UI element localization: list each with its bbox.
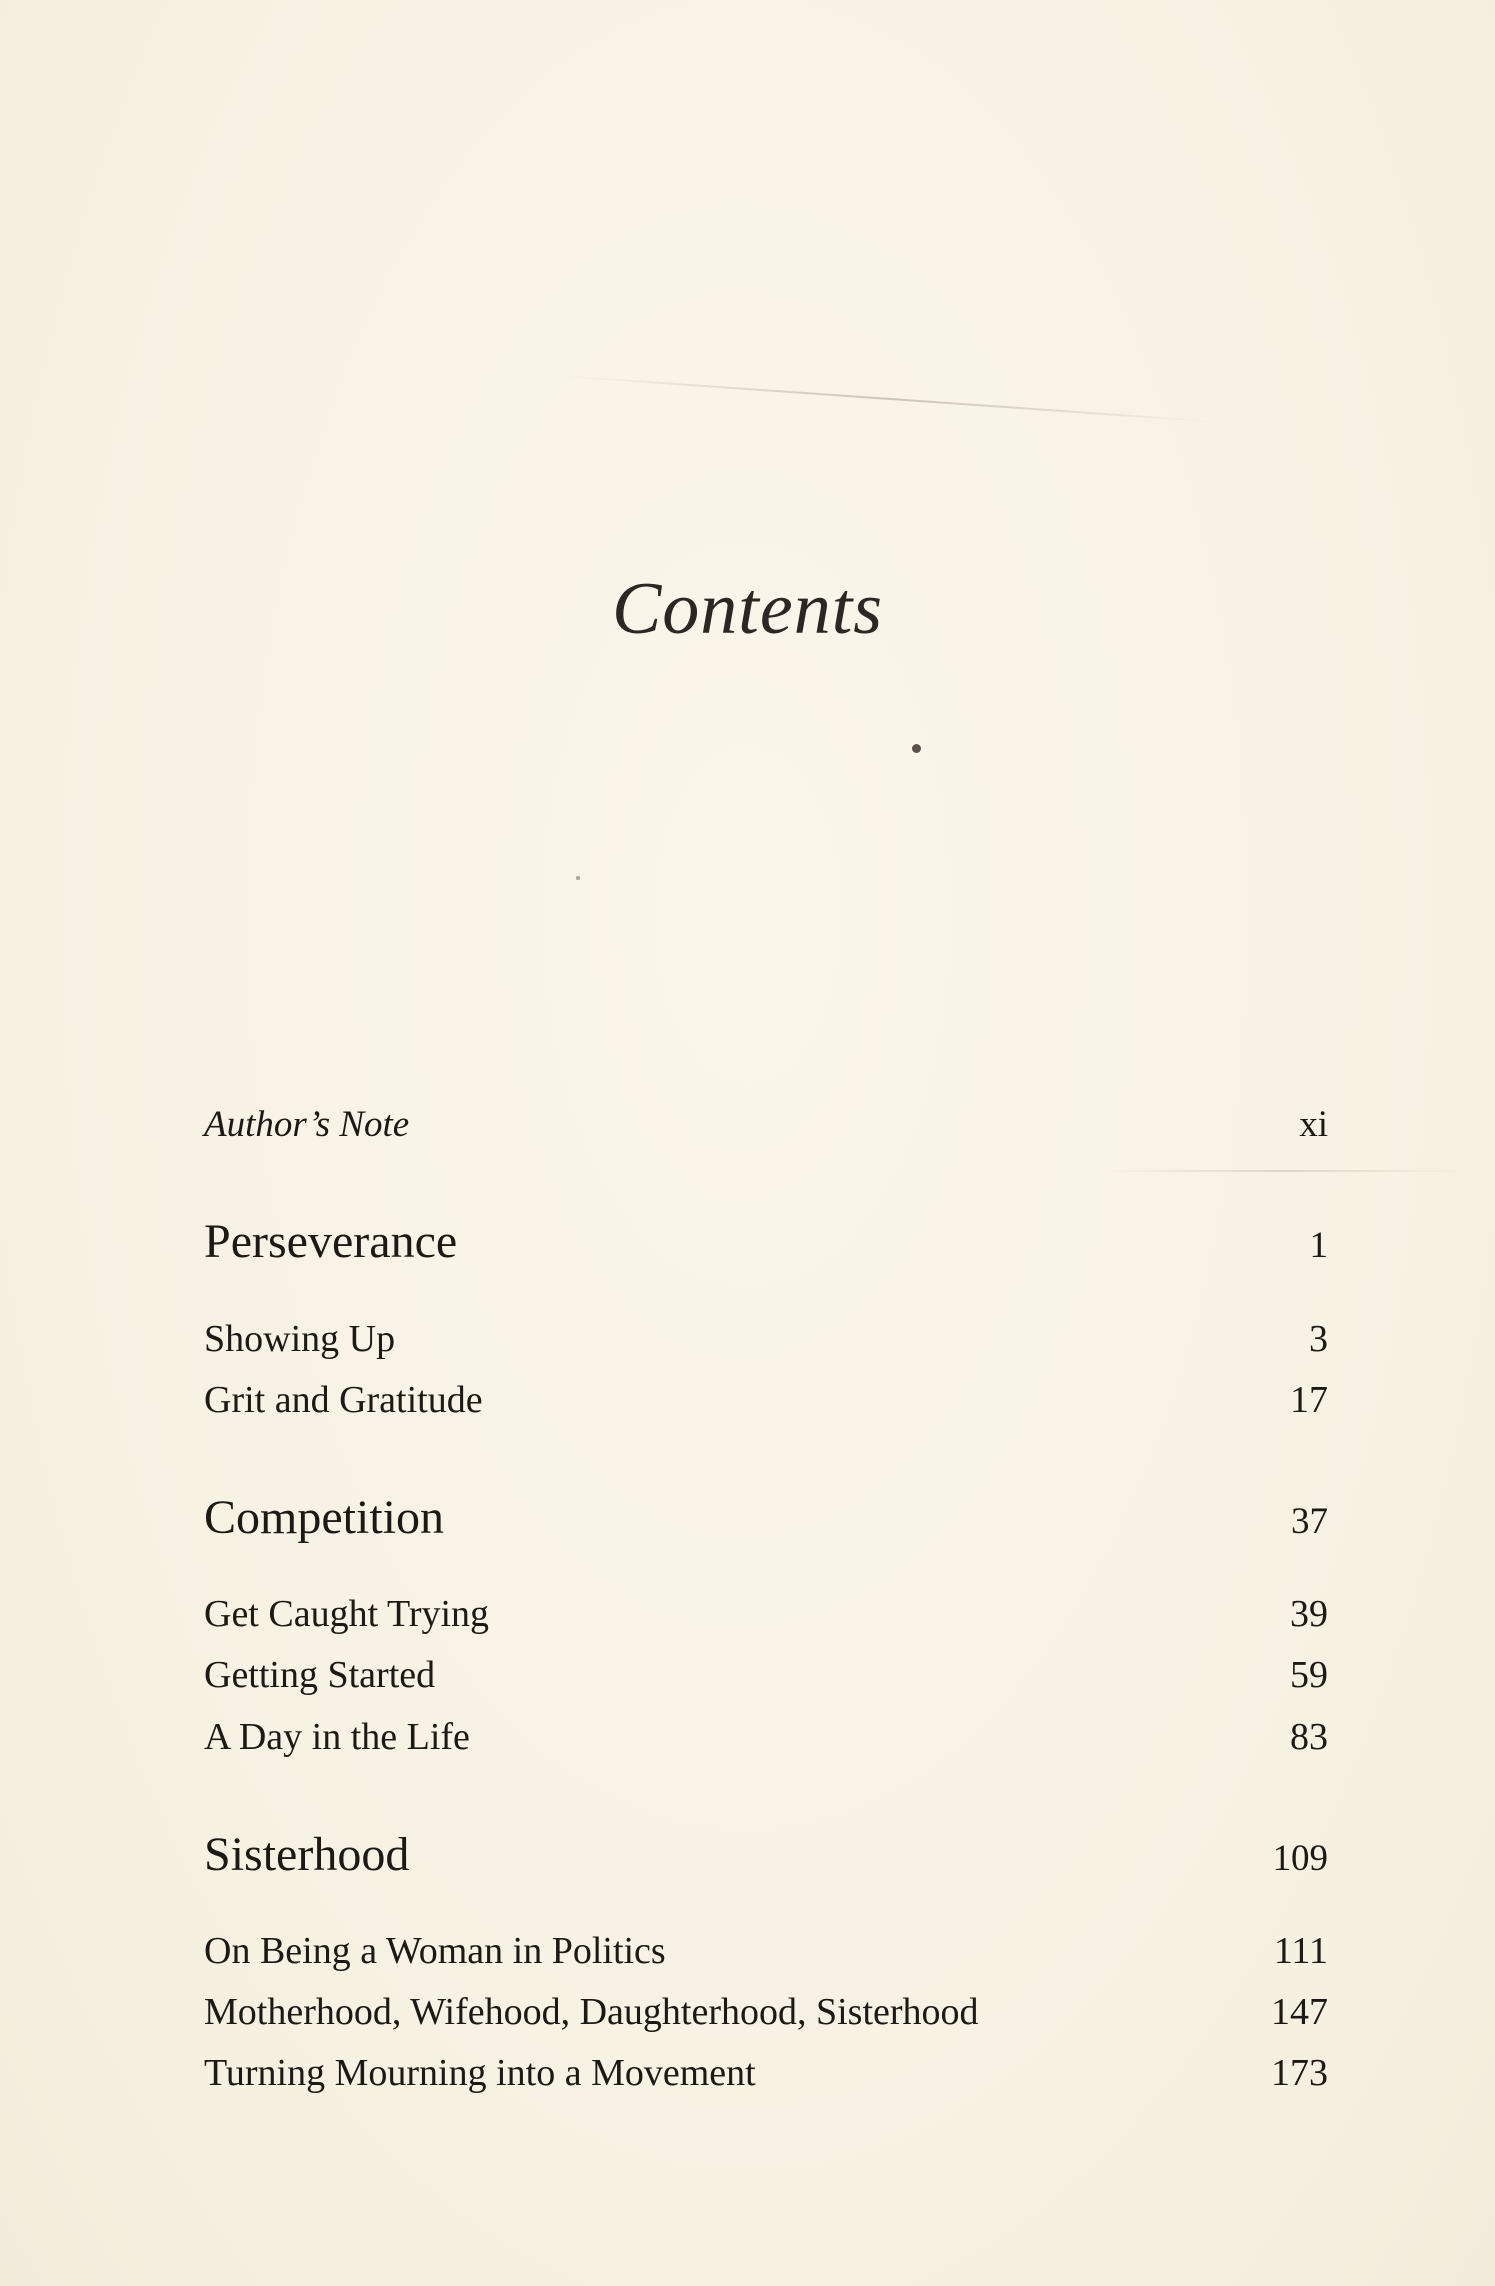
toc-page-number: 39 — [1290, 1593, 1328, 1635]
toc-page-number: xi — [1299, 1104, 1328, 1145]
toc-chapter-getting-started — [204, 1656, 1328, 1694]
toc-chapter-showing-up — [204, 1320, 1328, 1358]
ink-speck — [912, 744, 921, 753]
ink-speck — [576, 876, 580, 880]
toc-entry-authors-note — [204, 1106, 1328, 1143]
toc-chapter-a-day-in-the-life — [204, 1718, 1328, 1756]
toc-page-number: 109 — [1272, 1838, 1328, 1879]
toc-chapter-grit-and-gratitude — [204, 1381, 1328, 1419]
toc-part-label: Sisterhood — [204, 1828, 410, 1881]
toc-part-label: Competition — [204, 1491, 444, 1544]
toc-page-number: 147 — [1271, 1991, 1328, 2033]
toc-page-number: 37 — [1291, 1501, 1328, 1542]
toc-chapter-label: Grit and Gratitude — [204, 1379, 483, 1421]
toc-part-sisterhood — [204, 1828, 1328, 1881]
toc-chapter-label: Motherhood, Wifehood, Daughterhood, Sisterhood — [204, 1991, 979, 2033]
toc-entry-label: Author’s Note — [204, 1104, 410, 1145]
toc-chapter-label: On Being a Woman in Politics — [204, 1930, 666, 1972]
paper-crease — [561, 375, 1220, 423]
toc-chapter-label: Showing Up — [204, 1318, 396, 1360]
toc-chapter-label: A Day in the Life — [204, 1716, 470, 1758]
toc-chapter-get-caught-trying — [204, 1595, 1328, 1633]
toc-page-number: 59 — [1290, 1654, 1328, 1696]
toc-chapter-turning-mourning-into-a-movement — [204, 2054, 1328, 2092]
toc-chapter-label: Turning Mourning into a Movement — [204, 2052, 756, 2094]
toc-page-number: 1 — [1309, 1225, 1328, 1266]
toc-chapter-motherhood-wifehood — [204, 1993, 1328, 2031]
paper-crease — [1100, 1170, 1470, 1172]
toc-part-perseverance — [204, 1215, 1328, 1268]
toc-page-number: 3 — [1309, 1318, 1328, 1360]
toc-page-number: 83 — [1290, 1716, 1328, 1758]
toc-page-number: 17 — [1290, 1379, 1328, 1421]
toc-part-label: Perseverance — [204, 1215, 458, 1268]
toc-page-number: 111 — [1273, 1930, 1328, 1972]
toc-page-number: 173 — [1271, 2052, 1328, 2094]
toc-chapter-label: Getting Started — [204, 1654, 436, 1696]
page-title: Contents — [611, 568, 884, 650]
toc-chapter-label: Get Caught Trying — [204, 1593, 490, 1635]
toc-part-competition — [204, 1491, 1328, 1544]
toc-chapter-on-being-a-woman-in-politics — [204, 1932, 1328, 1970]
